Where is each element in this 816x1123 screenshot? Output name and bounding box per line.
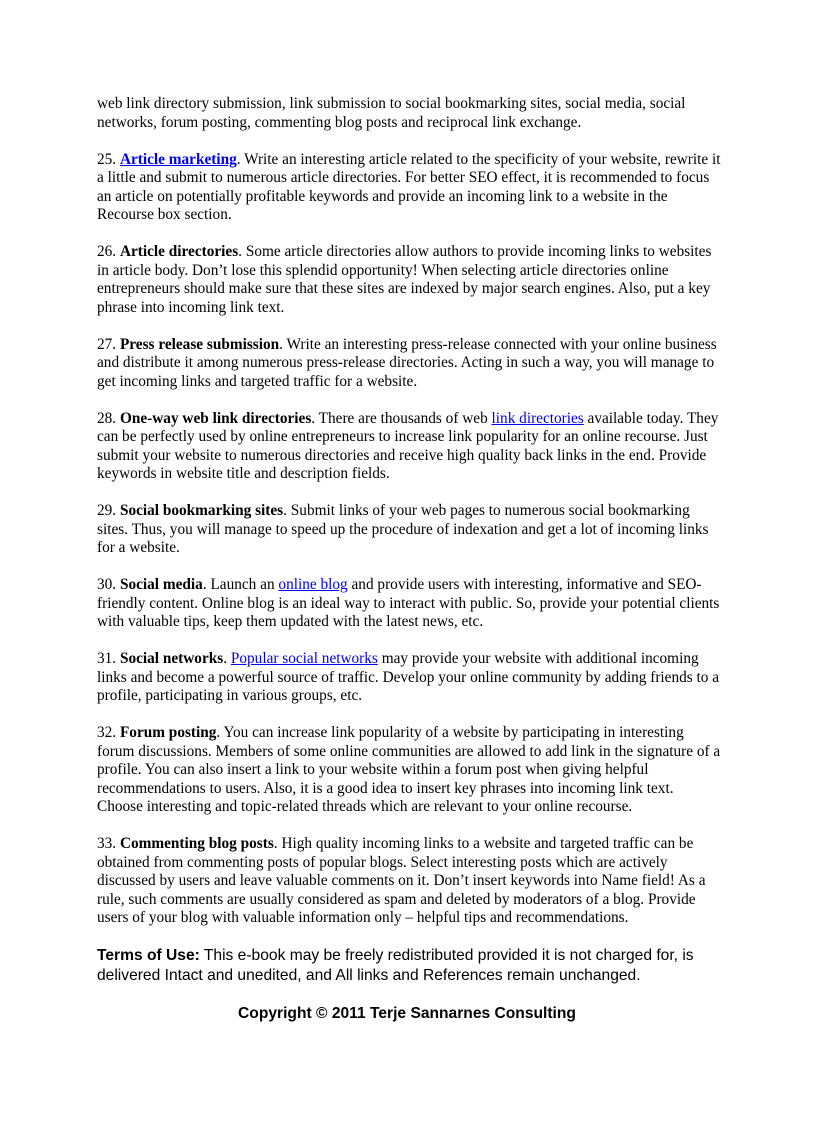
item-body: . Write an interesting press-release connected with your online business and distribute it among numerous press-release directories. Acting in such a way, you will manage to get incoming links and targeted traffic for a website.	[97, 335, 717, 390]
item-33	[97, 835, 722, 928]
item-25	[97, 151, 722, 225]
item-31	[97, 650, 722, 706]
item-26	[97, 243, 722, 317]
item-32	[97, 724, 722, 817]
online-blog-link[interactable]: online blog	[278, 576, 348, 593]
intro-text: web link directory submission, link submission to social bookmarking sites, social media, social networks, forum posting, commenting blog posts and reciprocal link exchange.	[97, 95, 686, 131]
item-title: Press release submission	[119, 335, 280, 353]
terms-label: Terms of Use:	[97, 947, 200, 964]
item-body: . Submit links of your web pages to numerous social bookmarking sites. Thus, you will manage to speed up the procedure of indexation and get a lot of incoming links for a website.	[97, 502, 709, 556]
item-28	[97, 410, 722, 484]
item-title: One-way web link directories	[119, 409, 312, 427]
item-body: . Some article directories allow authors to provide incoming links to websites in article body. Don’t lose this splendid opportunity! When selecting article directories online entrepreneurs should make sure that these sites are indexed by major search engines. Also, put a key phrase into incoming link text.	[97, 243, 712, 316]
item-number: 25.	[97, 150, 120, 168]
link-directories-link[interactable]: link directories	[491, 409, 584, 427]
item-number: 31.	[97, 650, 120, 667]
item-number: 32.	[97, 724, 120, 741]
document-page	[97, 95, 722, 1023]
item-body-after: may provide your website with additional incoming links and become a powerful source of traffic. Develop your online community by adding friends to a profile, participating in various groups, etc.	[97, 650, 720, 704]
item-27	[97, 336, 722, 392]
item-body-before: . Launch an	[202, 576, 279, 593]
item-title: Social media	[119, 576, 203, 593]
item-number: 28.	[97, 409, 120, 427]
item-title: Social networks	[119, 650, 224, 667]
item-body-after: available today. They can be perfectly used by online entrepreneurs to increase link popularity for an online recourse. Just submit your website to numerous directories and receive high quality back links in the end. Provide keywords in website title and description fields.	[97, 409, 719, 482]
item-body-before: .	[223, 650, 231, 667]
item-title: Forum posting	[119, 724, 217, 741]
item-number: 29.	[97, 502, 120, 519]
item-title: Social bookmarking sites	[119, 502, 284, 519]
item-30	[97, 576, 722, 632]
item-body-before: . There are thousands of web	[311, 409, 492, 427]
item-number: 26.	[97, 243, 120, 260]
item-body: . You can increase link popularity of a website by participating in interesting forum discussions. Members of some online communities are allowed to add link in the signature of a profile. You can also insert a link to your website within a forum post when giving helpful recommendations to users. Also, it is a good idea to insert key phrases into incoming link text. Choose interesting and topic-related threads which are relevant to your online recourse.	[97, 724, 721, 815]
intro-paragraph	[97, 95, 722, 132]
item-body-after: and provide users with interesting, informative and SEO-friendly content. Online blog is an ideal way to interact with public. So, provide your potential clients with valuable tips, keep them updated with the latest news, etc.	[97, 576, 720, 630]
terms-of-use	[97, 946, 722, 986]
item-number: 27.	[97, 335, 120, 353]
item-title: Commenting blog posts	[119, 835, 274, 852]
terms-text: This e-book may be freely redistributed provided it is not charged for, is delivered Intact and unedited, and All links and References remain unchanged.	[97, 947, 694, 984]
item-body: . High quality incoming links to a website and targeted traffic can be obtained from commenting posts of popular blogs. Select interesting posts which are actively discussed by users and leave valuable comments on it. Don’t insert keywords into Name field! As a rule, such comments are usually considered as spam and deleted by moderators of a blog. Provide users of your blog with valuable information only – helpful tips and recommendations.	[97, 835, 706, 926]
popular-social-networks-link[interactable]: Popular social networks	[230, 650, 378, 667]
copyright-notice: Copyright © 2011 Terje Sannarnes Consulting	[238, 1004, 576, 1022]
item-title: Article directories	[119, 243, 239, 260]
item-29	[97, 502, 722, 558]
item-body: . Write an interesting article related to the specificity of your website, rewrite it a little and submit to numerous article directories. For better SEO effect, it is recommended to focus an article on potentially profitable keywords and provide an incoming link to a website in the Recourse box section.	[97, 150, 721, 223]
item-number: 33.	[97, 835, 120, 852]
item-number: 30.	[97, 576, 120, 593]
article-marketing-link[interactable]: Article marketing	[119, 150, 237, 168]
